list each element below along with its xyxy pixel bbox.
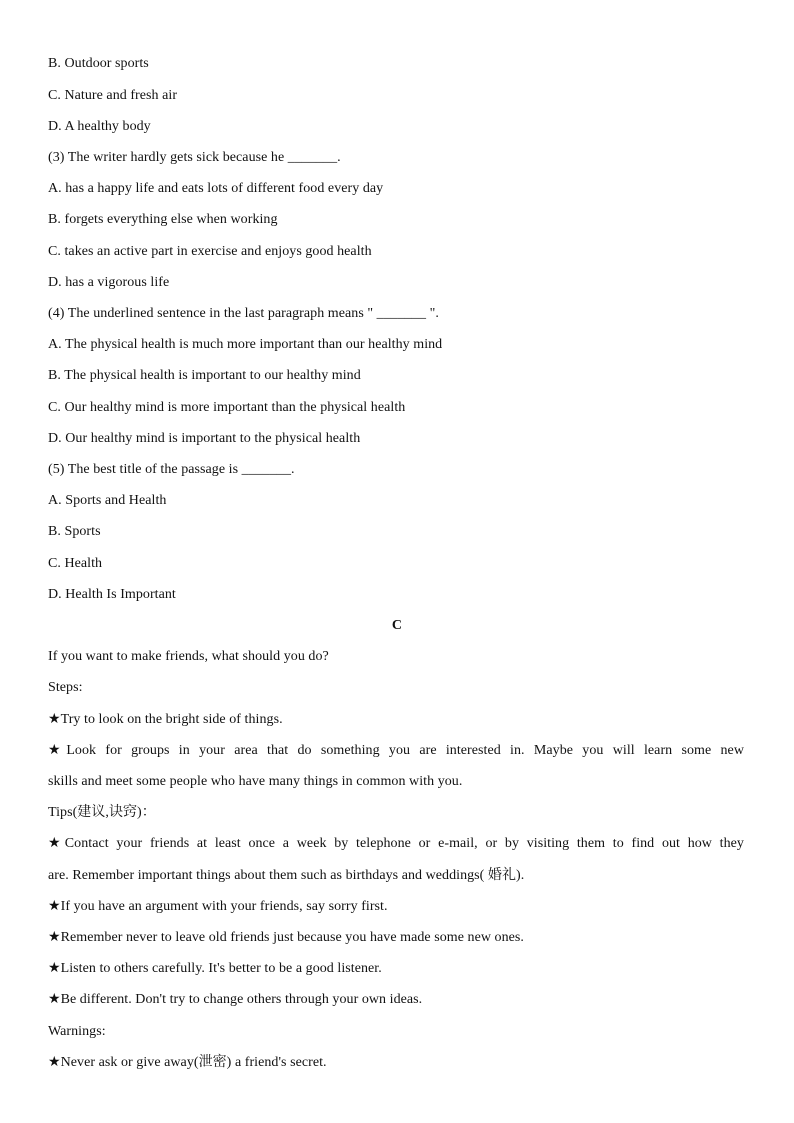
warning-item: ★Never ask or give away(泄密) a friend's secret. bbox=[48, 1055, 327, 1070]
tip-item: ★Listen to others carefully. It's better to be a good listener. bbox=[48, 961, 382, 976]
step-item: ★Try to look on the bright side of things. bbox=[48, 712, 283, 727]
q3-option-d: D. has a vigorous life bbox=[48, 275, 170, 290]
q4-option-c: C. Our healthy mind is more important than the physical health bbox=[48, 400, 406, 415]
steps-label: Steps: bbox=[48, 680, 83, 695]
q5-option-d: D. Health Is Important bbox=[48, 587, 176, 602]
section-heading: C bbox=[391, 618, 403, 633]
q4-option-b: B. The physical health is important to our healthy mind bbox=[48, 368, 361, 383]
q3-option-c: C. takes an active part in exercise and enjoys good health bbox=[48, 244, 372, 259]
step-item-continued: skills and meet some people who have many things in common with you. bbox=[48, 774, 463, 789]
q4-stem: (4) The underlined sentence in the last paragraph means " _______ ". bbox=[48, 306, 439, 321]
q3-option-a: A. has a happy life and eats lots of different food every day bbox=[48, 181, 384, 196]
tip-item-continued: are. Remember important things about them such as birthdays and weddings( 婚礼). bbox=[48, 868, 525, 883]
q5-option-c: C. Health bbox=[48, 556, 103, 571]
q5-stem: (5) The best title of the passage is _______. bbox=[48, 462, 295, 477]
q4-option-d: D. Our healthy mind is important to the physical health bbox=[48, 431, 361, 446]
q2-option-c: C. Nature and fresh air bbox=[48, 88, 178, 103]
passage-intro: If you want to make friends, what should you do? bbox=[48, 649, 329, 664]
q3-option-b: B. forgets everything else when working bbox=[48, 212, 278, 227]
q2-option-b: B. Outdoor sports bbox=[48, 56, 149, 71]
q5-option-a: A. Sports and Health bbox=[48, 493, 167, 508]
step-item: ★Look for groups in your area that do something you are interested in. Maybe you will learn some new bbox=[48, 743, 744, 758]
q3-stem: (3) The writer hardly gets sick because he _______. bbox=[48, 150, 341, 165]
tip-item: ★If you have an argument with your friends, say sorry first. bbox=[48, 899, 388, 914]
q2-option-d: D. A healthy body bbox=[48, 119, 151, 134]
tip-item: ★Contact your friends at least once a week by telephone or e-mail, or by visiting them to find out how they bbox=[48, 836, 744, 851]
q4-option-a: A. The physical health is much more important than our healthy mind bbox=[48, 337, 443, 352]
q5-option-b: B. Sports bbox=[48, 524, 101, 539]
tip-item: ★Be different. Don't try to change others through your own ideas. bbox=[48, 992, 423, 1007]
warnings-label: Warnings: bbox=[48, 1024, 106, 1039]
tips-label: Tips(建议,诀窍)： bbox=[48, 805, 156, 820]
tip-item: ★Remember never to leave old friends just because you have made some new ones. bbox=[48, 930, 524, 945]
